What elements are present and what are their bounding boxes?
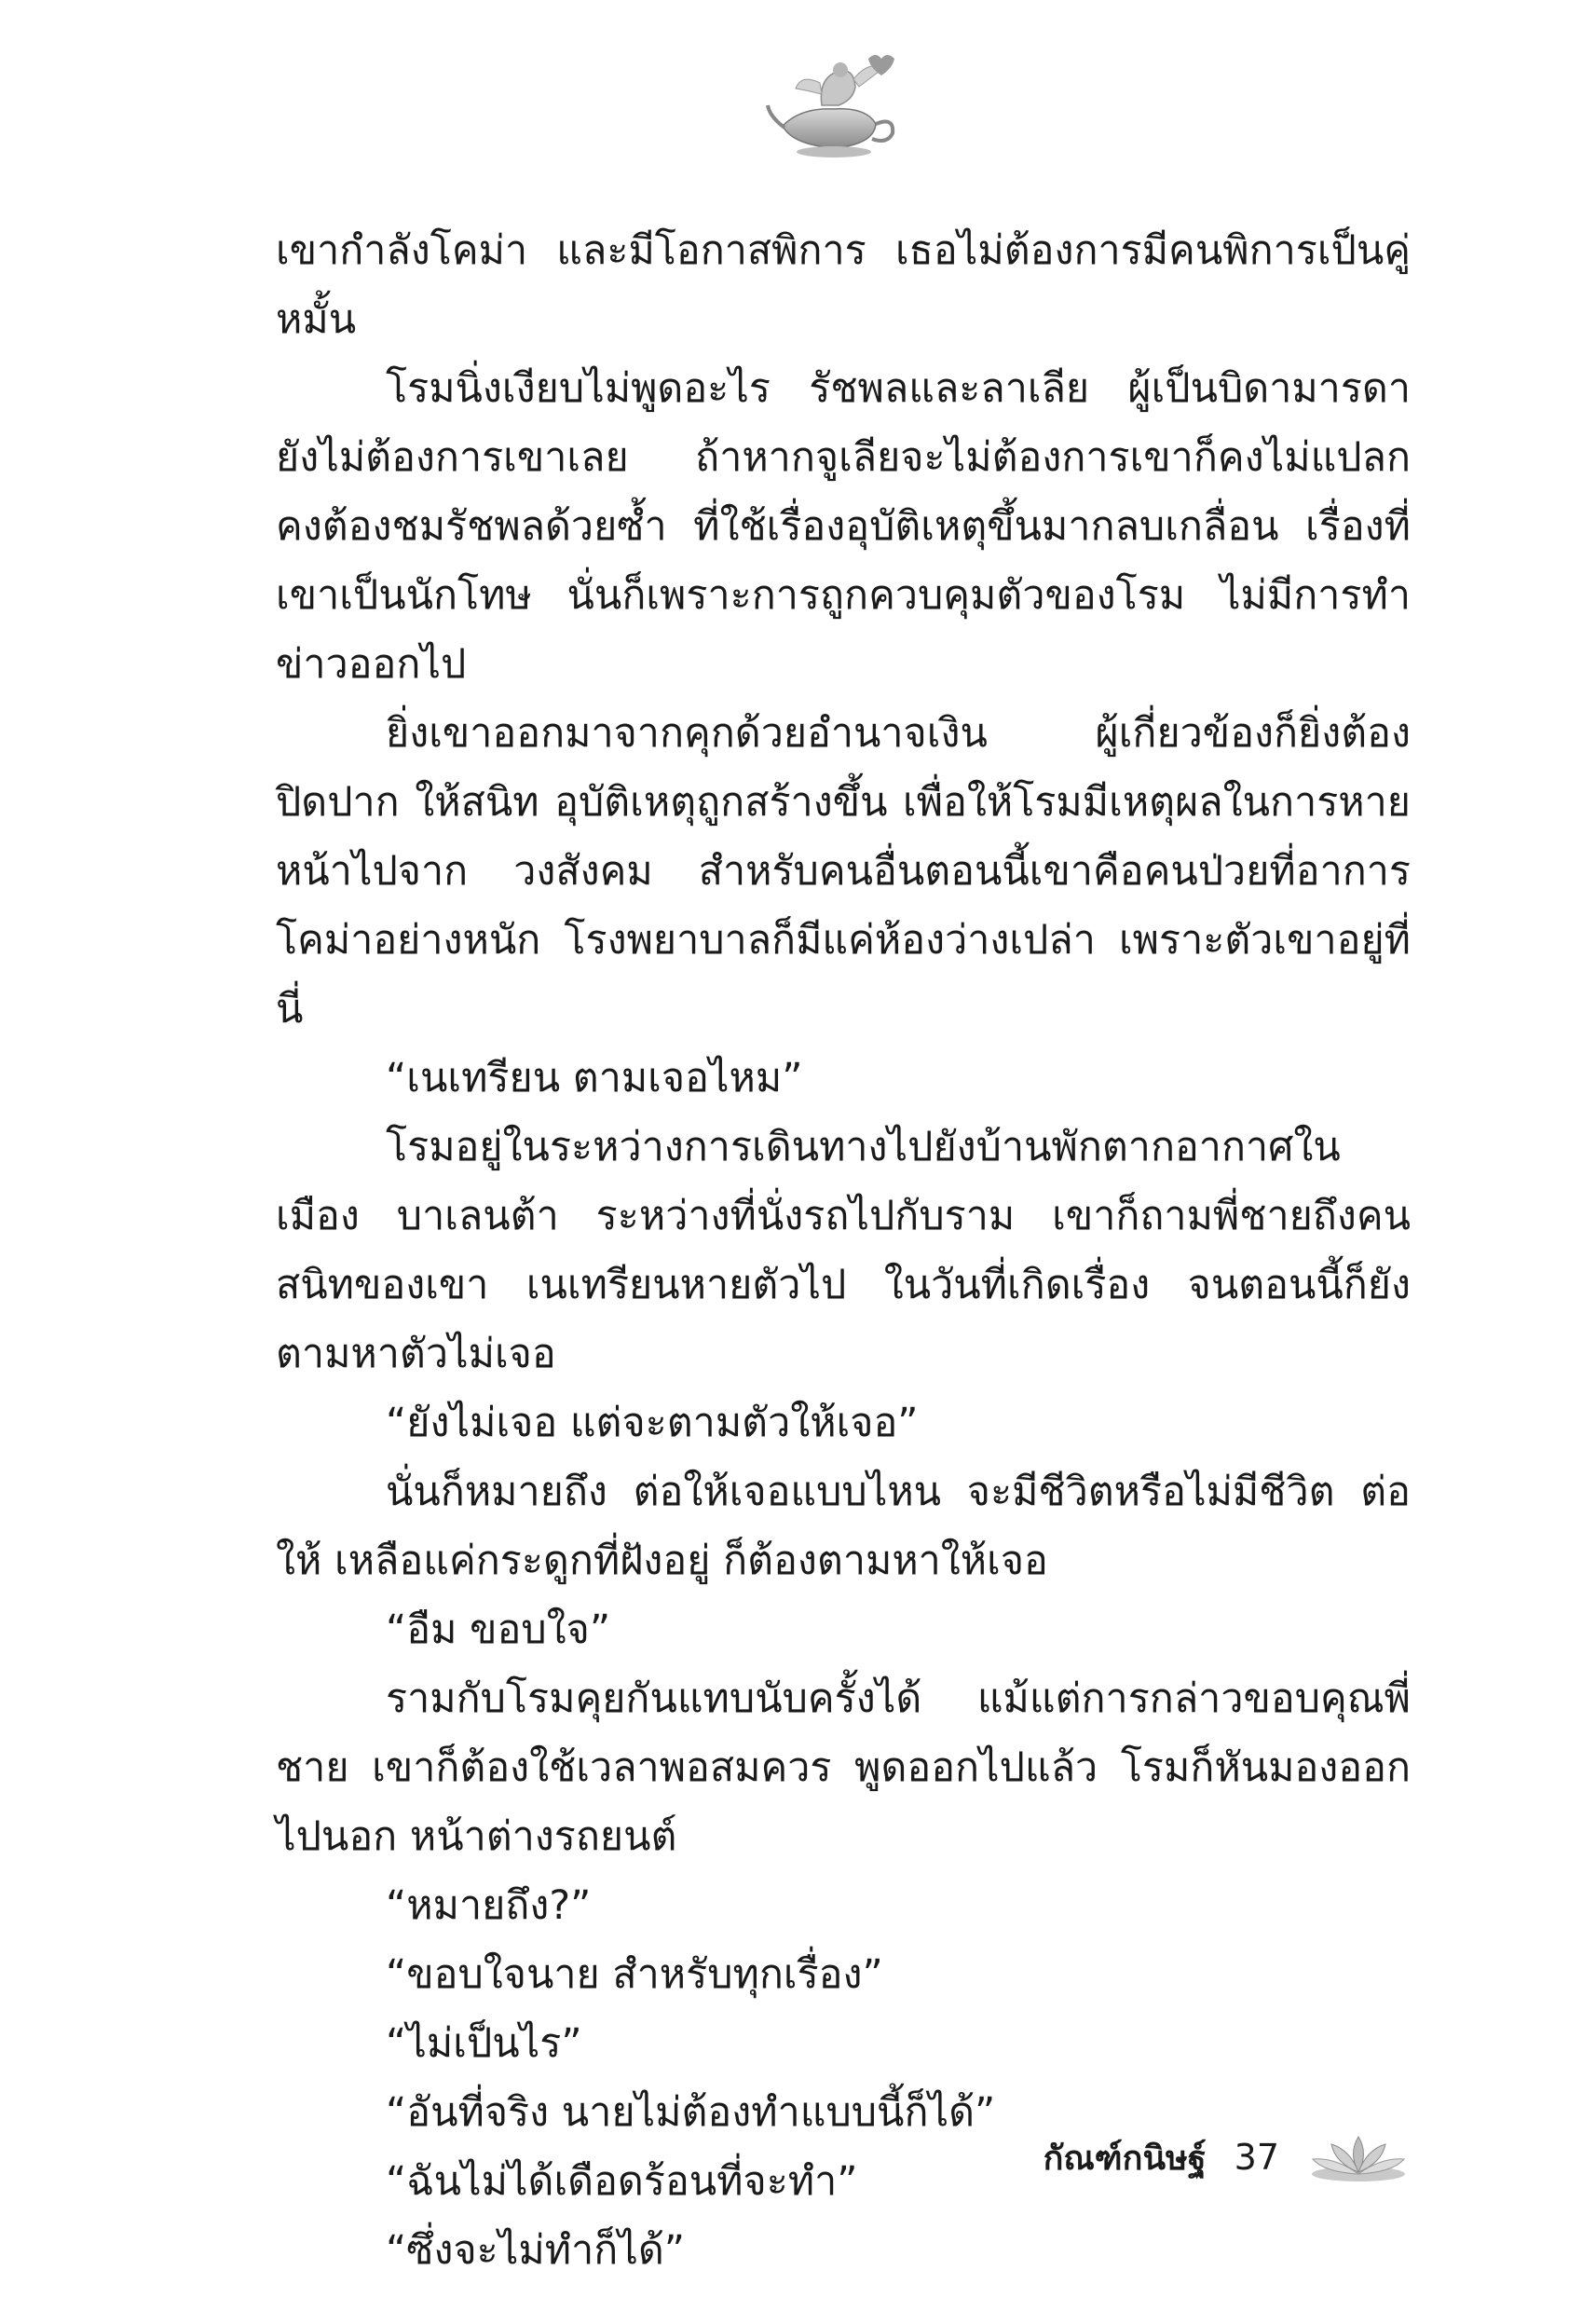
dialogue-line: “ไม่เป็นไร” — [386, 2020, 582, 2067]
dialogue-line: “ฉันไม่ได้เดือดร้อนที่จะทำ” — [386, 2158, 858, 2205]
page-footer — [1044, 2129, 1410, 2185]
paragraph: รามกับโรมคุยกันแทบนับครั้งได้ แม้แต่การกล่าวขอบคุณพี่ชาย เขาก็ต้องใช้เวลาพอสมควร พูดออกไปแล้ว โรมก็หันมองออกไปนอก หน้าต่างรถยนต์ — [276, 1675, 1411, 1860]
teapot-cupid-ornament-icon — [764, 51, 904, 163]
paragraph: นั่นก็หมายถึง ต่อให้เจอแบบไหน จะมีชีวิตหรือไม่มีชีวิต ต่อให้ เหลือแค่กระดูกที่ฝังอยู่ ก็ต้องตามหาให้เจอ — [276, 1469, 1411, 1584]
dialogue-line: “เนเทรียน ตามเจอไหม” — [386, 1055, 803, 1101]
dialogue-line: “อันที่จริง นายไม่ต้องทำแบบนี้ก็ได้” — [386, 2089, 996, 2136]
dialogue-line: “ขอบใจนาย สำหรับทุกเรื่อง” — [386, 1951, 883, 1998]
paragraph: เขากำลังโคม่า และมีโอกาสพิการ เธอไม่ต้องการมีคนพิการเป็นคู่หมั้น — [276, 227, 1411, 343]
author-name: กัณฑ์กนิษฐ์ — [1043, 2139, 1207, 2178]
page-number: 37 — [1234, 2137, 1279, 2178]
dialogue-line: “หมายถึง?” — [386, 1882, 592, 1929]
paragraph: โรมนิ่งเงียบไม่พูดอะไร รัชพลและลาเลีย ผู้เป็นบิดามารดา ยังไม่ต้องการเขาเลย ถ้าหากจูเลียจะไม่ต้องการเขาก็คงไม่แปลก คงต้องชมรัชพลด้วยซ้ำ ที่ใช้เรื่องอุบัติเหตุขึ้นมากลบเกลื่อน เรื่องที่เขาเป็นนักโทษ นั่นก็เพราะการถูกควบคุมตัวของโรม ไม่มีการทำข่าวออกไป — [276, 365, 1411, 688]
dialogue-line: “อืม ขอบใจ” — [386, 1607, 611, 1653]
lotus-ornament-icon — [1307, 2131, 1410, 2183]
dialogue-line: “ยังไม่เจอ แต่จะตามตัวให้เจอ” — [386, 1400, 919, 1446]
paragraph: ยิ่งเขาออกมาจากคุกด้วยอำนาจเงิน ผู้เกี่ยวข้องก็ยิ่งต้องปิดปาก ให้สนิท อุบัติเหตุถูกสร้างขึ้น เพื่อให้โรมมีเหตุผลในการหายหน้าไปจาก วงสังคม สำหรับคนอื่นตอนนี้เขาคือคนป่วยที่อาการโคม่าอย่างหนัก โรงพยาบาลก็มีแค่ห้องว่างเปล่า เพราะตัวเขาอยู่ที่นี่ — [276, 710, 1411, 1032]
paragraph: โรมอยู่ในระหว่างการเดินทางไปยังบ้านพักตากอากาศในเมือง บาเลนต้า ระหว่างที่นั่งรถไปกับราม เขาก็ถามพี่ชายถึงคนสนิทของเขา เนเทรียนหายตัวไป ในวันที่เกิดเรื่อง จนตอนนี้ก็ยังตามหาตัวไม่เจอ — [276, 1124, 1411, 1377]
dialogue-line: “ซึ่งจะไม่ทำก็ได้” — [386, 2227, 686, 2274]
page-body — [276, 216, 1411, 2285]
